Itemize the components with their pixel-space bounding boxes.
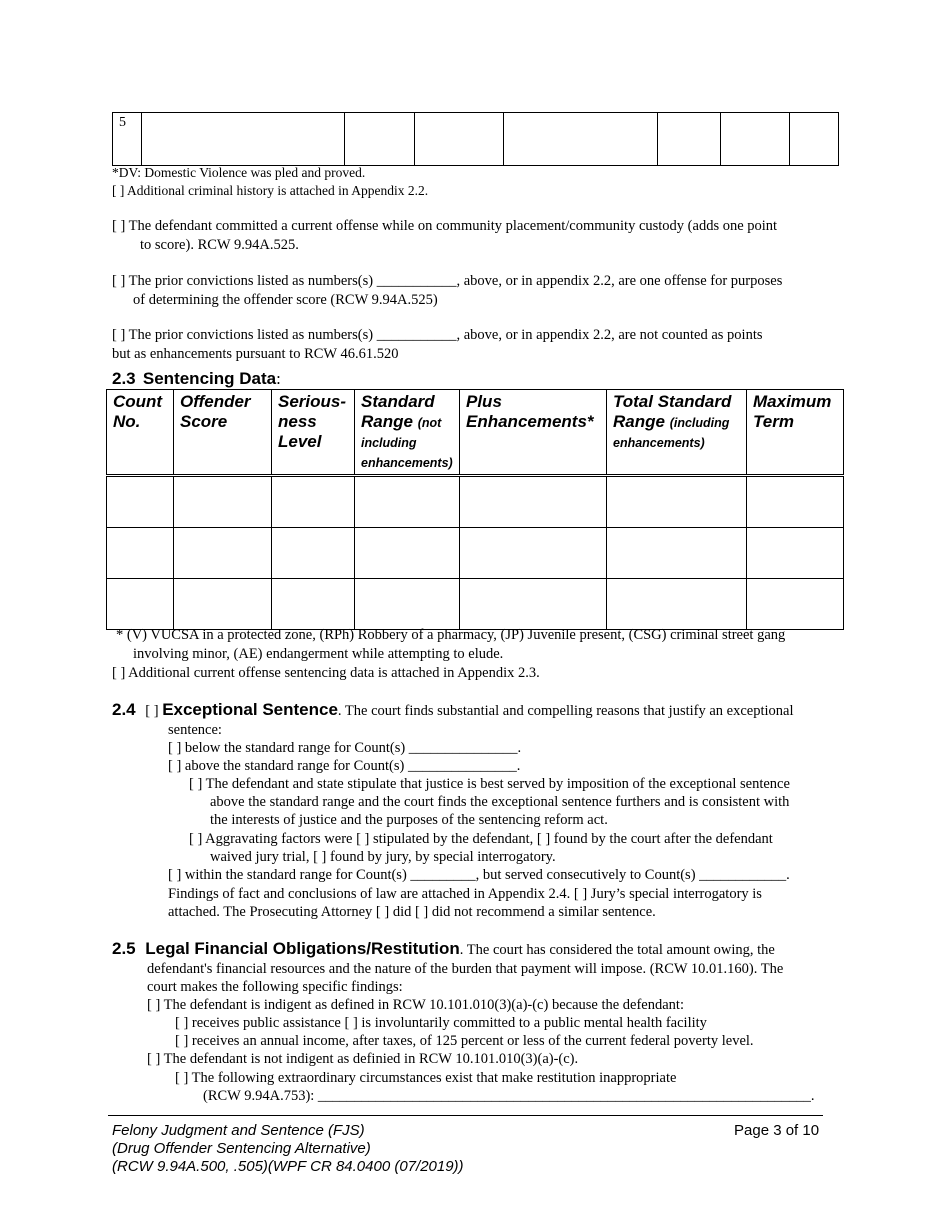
header-seriousness-level: Serious-ness Level (272, 390, 355, 476)
criminal-history-table (112, 112, 839, 166)
footer-rule (108, 1115, 823, 1116)
section-title: Sentencing Data (142, 369, 277, 388)
criminal-history-appendix-checkbox[interactable]: [ ] Additional criminal history is attached in Appendix 2.2. (112, 183, 429, 198)
table-cell[interactable] (272, 476, 355, 528)
table-cell[interactable] (460, 579, 607, 630)
table-cell[interactable] (415, 113, 504, 166)
table-cell[interactable] (747, 476, 844, 528)
same-criminal-conduct-text: of determining the offender score (RCW 9.94A.525) (133, 292, 438, 308)
enhancement-footnote-cont: involving minor, (AE) endangerment while attempting to elude. (133, 646, 504, 662)
table-cell[interactable] (607, 476, 747, 528)
aggravating-factors-text: waived jury trial, [ ] found by jury, by special interrogatory. (210, 849, 556, 865)
sentencing-appendix-checkbox[interactable]: [ ] Additional current offense sentencing data is attached in Appendix 2.3. (112, 665, 540, 681)
table-cell[interactable] (142, 113, 345, 166)
table-cell[interactable] (107, 579, 174, 630)
table-row (107, 579, 844, 630)
stipulation-text: above the standard range and the court finds the exceptional sentence furthers and is consistent with (210, 794, 790, 810)
table-cell[interactable] (658, 113, 721, 166)
community-custody-checkbox[interactable]: [ ] The defendant committed a current offense while on community placement/community custody (adds one point (112, 218, 778, 234)
table-cell[interactable] (107, 476, 174, 528)
section-2-4-heading (112, 699, 794, 722)
table-cell[interactable] (460, 476, 607, 528)
enhancements-not-points-checkbox[interactable]: [ ] The prior convictions listed as numbers(s) ___________, above, or in appendix 2.2, are not counted as points (112, 327, 763, 343)
section-number: 2.4 (112, 700, 136, 719)
table-cell[interactable] (355, 476, 460, 528)
table-cell[interactable] (607, 579, 747, 630)
footer-form-title: Felony Judgment and Sentence (FJS) (112, 1122, 365, 1139)
table-cell[interactable] (747, 579, 844, 630)
table-cell[interactable] (174, 528, 272, 579)
dv-note: *DV: Domestic Violence was pled and proved. (112, 165, 366, 180)
below-range-checkbox[interactable]: [ ] below the standard range for Count(s) _______________. (168, 740, 522, 756)
section-intro: . The court has considered the total amount owing, the (459, 942, 775, 958)
annual-income-checkbox[interactable]: [ ] receives an annual income, after taxes, of 125 percent or less of the current federal poverty level. (175, 1033, 754, 1049)
table-cell[interactable] (272, 579, 355, 630)
header-standard-range: Standard Range (not including enhancements) (355, 390, 460, 476)
table-cell[interactable] (174, 476, 272, 528)
footer-form-citation: (RCW 9.94A.500, .505)(WPF CR 84.0400 (07/2019)) (112, 1158, 464, 1175)
exceptional-sentence-checkbox[interactable]: [ ] (145, 703, 159, 719)
table-cell[interactable] (504, 113, 658, 166)
table-header-row (107, 390, 844, 476)
above-range-checkbox[interactable]: [ ] above the standard range for Count(s) _______________. (168, 758, 521, 774)
section-colon: : (276, 369, 281, 388)
table-cell[interactable] (174, 579, 272, 630)
within-range-checkbox[interactable]: [ ] within the standard range for Count(s) _________, but served consecutively to Count(s) ____________. (168, 867, 790, 883)
public-assistance-checkbox[interactable]: [ ] receives public assistance [ ] is involuntarily committed to a public mental health facility (175, 1015, 707, 1031)
page-number: Page 3 of 10 (734, 1122, 820, 1139)
indigent-checkbox[interactable]: [ ] The defendant is indigent as defined in RCW 10.101.010(3)(a)-(c) because the defendant: (147, 997, 684, 1013)
findings-text: Findings of fact and conclusions of law are attached in Appendix 2.4. [ ] Jury’s special interrogatory is (168, 886, 762, 902)
table-cell[interactable] (607, 528, 747, 579)
aggravating-factors-checkbox[interactable]: [ ] Aggravating factors were [ ] stipulated by the defendant, [ ] found by the court after the defendant (189, 831, 773, 847)
table-row (107, 528, 844, 579)
section-2-3-heading (112, 369, 281, 389)
header-offender-score: Offender Score (174, 390, 272, 476)
section-number: 2.5 (112, 939, 136, 958)
section-intro: . The court finds substantial and compelling reasons that justify an exceptional (337, 703, 794, 719)
section-2-5-heading (112, 938, 775, 961)
enhancement-footnote: * (V) VUCSA in a protected zone, (RPh) Robbery of a pharmacy, (JP) Juvenile present, (CSG) criminal street gang (116, 627, 786, 643)
extraordinary-circumstances-line[interactable]: (RCW 9.94A.753): ____________________________________________________________________. (203, 1088, 815, 1104)
table-row (107, 476, 844, 528)
table-cell[interactable] (460, 528, 607, 579)
section-intro-cont: sentence: (168, 722, 222, 738)
findings-text-cont: attached. The Prosecuting Attorney [ ] did [ ] did not recommend a similar sentence. (168, 904, 656, 920)
section-title: Legal Financial Obligations/Restitution (145, 939, 460, 958)
extraordinary-circumstances-checkbox[interactable]: [ ] The following extraordinary circumstances exist that make restitution inappropriate (175, 1070, 677, 1086)
sentencing-data-table (106, 389, 844, 630)
header-total-standard-range: Total Standard Range (including enhancements) (607, 390, 747, 476)
table-cell[interactable] (790, 113, 839, 166)
table-cell[interactable] (345, 113, 415, 166)
enhancements-not-points-text: but as enhancements pursuant to RCW 46.61.520 (112, 346, 399, 362)
table-cell[interactable] (272, 528, 355, 579)
table-cell[interactable] (747, 528, 844, 579)
header-count-no: Count No. (107, 390, 174, 476)
community-custody-text: to score). RCW 9.94A.525. (140, 237, 299, 253)
table-row (113, 113, 839, 166)
table-cell[interactable] (355, 528, 460, 579)
section-intro-cont-2: court makes the following specific findings: (147, 979, 403, 995)
section-title: Exceptional Sentence (162, 700, 338, 719)
not-indigent-checkbox[interactable]: [ ] The defendant is not indigent as definied in RCW 10.101.010(3)(a)-(c). (147, 1051, 579, 1067)
table-cell[interactable] (107, 528, 174, 579)
section-intro-cont: defendant's financial resources and the nature of the burden that payment will impose. (RCW 10.01.160). The (147, 961, 784, 977)
row-number-cell: 5 (113, 113, 142, 166)
footer-form-subtitle: (Drug Offender Sentencing Alternative) (112, 1140, 371, 1157)
same-criminal-conduct-checkbox[interactable]: [ ] The prior convictions listed as numbers(s) ___________, above, or in appendix 2.2, are one offense for purposes (112, 273, 783, 289)
table-cell[interactable] (355, 579, 460, 630)
section-number: 2.3 (112, 369, 136, 388)
stipulation-text-cont: the interests of justice and the purposes of the sentencing reform act. (210, 812, 608, 828)
header-maximum-term: Maximum Term (747, 390, 844, 476)
header-plus-enhancements: Plus Enhancements* (460, 390, 607, 476)
table-cell[interactable] (721, 113, 790, 166)
stipulation-checkbox[interactable]: [ ] The defendant and state stipulate that justice is best served by imposition of the exceptional sentence (189, 776, 790, 792)
